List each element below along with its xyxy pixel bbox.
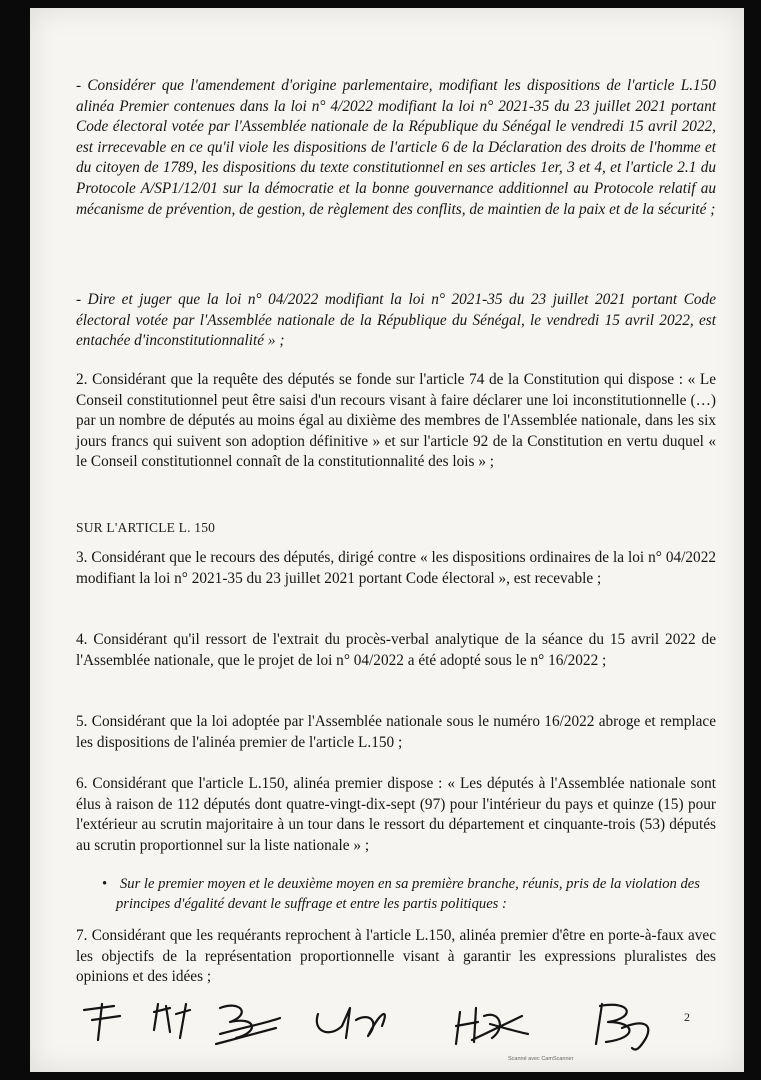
bullet-dot-icon: • (102, 876, 108, 892)
document-page (30, 8, 744, 1072)
section-heading: SUR L'ARTICLE L. 150 (76, 520, 216, 535)
paragraph-5: 5. Considérant que la loi adoptée par l'Assemblée nationale sous le numéro 16/2022 abroge et remplace les dispositions de l'alinéa premier de l'article L.150 ; (76, 713, 716, 751)
page-number: 2 (684, 1010, 690, 1024)
paragraph-3: 3. Considérant que le recours des députés, dirigé contre « les dispositions ordinaires de la loi n° 04/2022 modifiant la loi n° 2021-35 du 23 juillet 2021 portant Code électoral », est recevable ; (76, 549, 716, 587)
bullet-text: Sur le premier moyen et le deuxième moyen en sa première branche, réunis, pris de la violation des principes d'égalité devant le suffrage et entre les partis politiques : (116, 876, 700, 912)
signatures-handwritten (80, 992, 720, 1056)
scanner-watermark: Scanné avec CamScanner (508, 1056, 574, 1062)
bullet-item (102, 874, 716, 914)
paragraph-6: 6. Considérant que l'article L.150, alinéa premier dispose : « Les députés à l'Assemblée nationale sont élus à raison de 112 députés dont quatre-vingt-dix-sept (97) pour l'intérieur du pays et quinze (15) pour l'extérieur au scrutin majoritaire à un tour dans le ressort du département et cinquante-trois (53) députés au scrutin proportionnel sur la liste nationale » ; (76, 775, 716, 854)
paragraph-dire-et-juger: - Dire et juger que la loi n° 04/2022 modifiant la loi n° 2021-35 du 23 juillet 2021 portant Code électoral votée par l'Assemblée nationale de la République du Sénégal, le vendredi 15 avril 2022, est entachée d'inconstitutionnalité » ; (76, 291, 716, 350)
paragraph-2: 2. Considérant que la requête des députés se fonde sur l'article 74 de la Constitution qui dispose : « Le Conseil constitutionnel peut être saisi d'un recours visant à faire déclarer une loi inconstitutionnelle (…) par un nombre de députés au moins égal au dixième des membres de l'Assemblée nationale, dans les six jours francs qui suivent son adoption définitive » et sur l'article 92 de la Constitution en vertu duquel « le Conseil constitutionnel connaît de la constitutionnalité des lois » ; (76, 371, 716, 471)
paragraph-4: 4. Considérant qu'il ressort de l'extrait du procès-verbal analytique de la séance du 15 avril 2022 de l'Assemblée nationale, que le projet de loi n° 04/2022 a été adopté sous le n° 16/2022 ; (76, 631, 716, 669)
paragraph-7: 7. Considérant que les requérants reprochent à l'article L.150, alinéa premier d'être en porte-à-faux avec les objectifs de la représentation proportionnelle visant à garantir les expressions pluralistes des opinions et des idées ; (76, 927, 716, 986)
paragraph-considerer: - Considérer que l'amendement d'origine parlementaire, modifiant les dispositions de l'article L.150 alinéa Premier contenues dans la loi n° 4/2022 modifiant la loi n° 2021-35 du 23 juillet 2021 portant Code électoral votée par l'Assemblée nationale de la République du Sénégal le vendredi 15 avril 2022, est irrecevable en ce qu'il viole les dispositions de l'article 6 de la Déclaration des droits de l'homme et du citoyen de 1789, les dispositions du texte constitutionnel en ses articles 1er, 3 et 4, et l'article 2.1 du Protocole A/SP1/12/01 sur la démocratie et la bonne gouvernance additionnel au Protocole relatif au mécanisme de prévention, de gestion, de règlement des conflits, de maintien de la paix et de la sécurité ; (76, 77, 716, 218)
